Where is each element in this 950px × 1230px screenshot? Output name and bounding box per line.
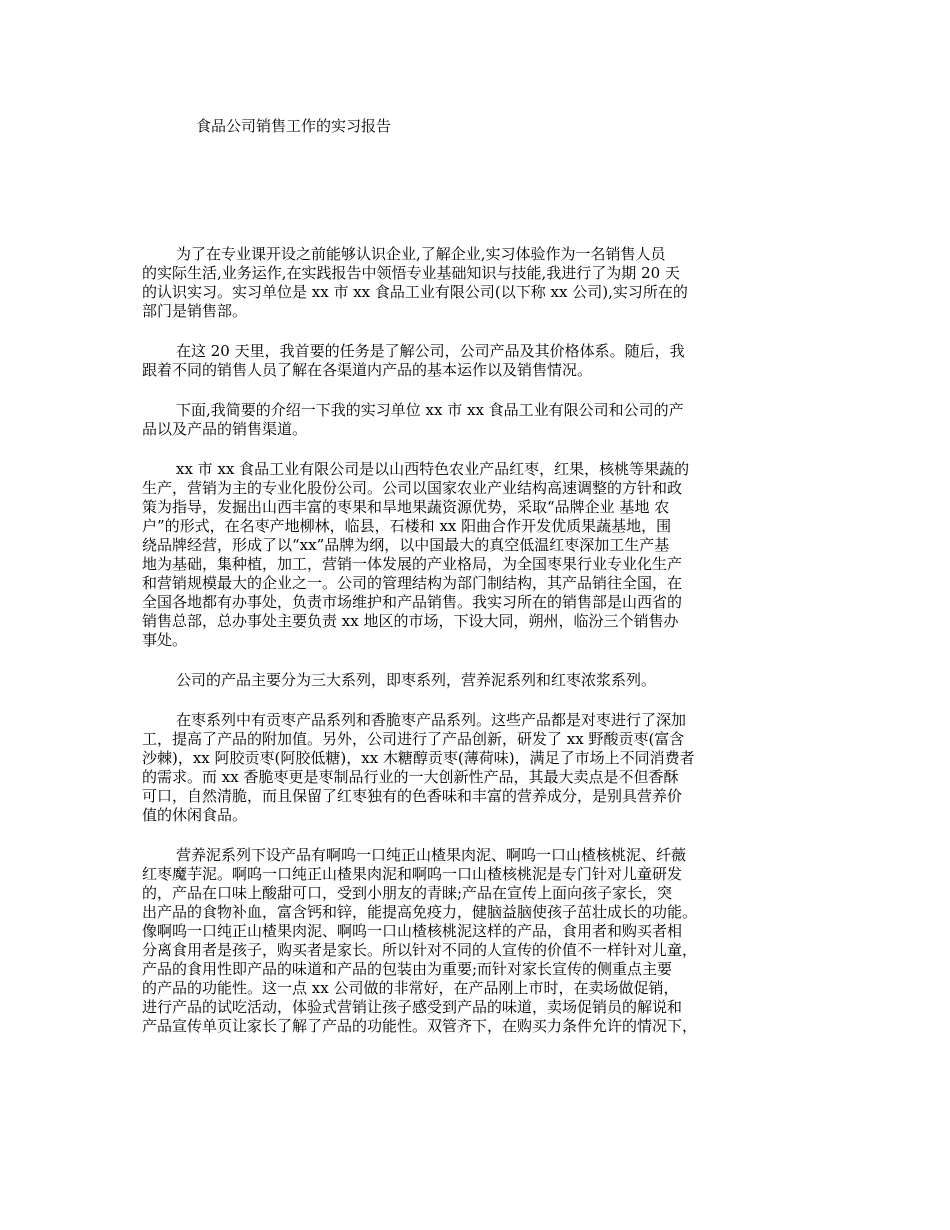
paragraph-line: xx 市 xx 食品工业有限公司是以山西特色农业产品红枣，红果，核桃等果蔬的 [176, 460, 690, 478]
paragraph-line: 产品的食用性即产品的味道和产品的包装由为重要;而针对家长宣传的侧重点主要 [142, 960, 673, 978]
document-body [142, 245, 842, 1057]
paragraph-line: 绕品牌经营，形成了以“xx”品牌为纲，以中国最大的真空低温红枣深加工生产基 [142, 536, 670, 554]
paragraph-line: 在枣系列中有贡枣产品系列和香脆枣产品系列。这些产品都是对枣进行了深加 [176, 711, 687, 729]
paragraph [142, 342, 842, 380]
paragraph-line: 全国各地都有办事处，负责市场维护和产品销售。我实习所在的销售部是山西省的 [142, 593, 683, 611]
paragraph-line: 沙棘)，xx 阿胶贡枣(阿胶低糖)，xx 木糖醇贡枣(薄荷味)，满足了市场上不同消费者 [142, 749, 695, 767]
paragraph-line: 红枣魔芋泥。啊呜一口纯正山楂果肉泥和啊呜一口山楂核桃泥是专门针对儿童研发 [142, 865, 683, 883]
paragraph-line: 分离食用者是孩子，购买者是家长。所以针对不同的人宣传的价值不一样针对儿童， [142, 941, 698, 959]
paragraph [142, 711, 842, 825]
paragraph-line: 的，产品在口味上酸甜可口，受到小朋友的青睐;产品在宣传上面向孩子家长，突 [142, 884, 673, 902]
paragraph-line: 的产品的功能性。这一点 xx 公司做的非常好，在产品刚上市时，在卖场做促销， [142, 979, 679, 997]
paragraph-line: 在这 20 天里，我首要的任务是了解公司，公司产品及其价格体系。随后，我 [176, 342, 685, 360]
paragraph [142, 245, 842, 321]
paragraph-line: 值的休闲食品。 [142, 806, 248, 824]
document-title: 食品公司销售工作的实习报告 [196, 117, 392, 135]
paragraph-line: 营养泥系列下设产品有啊呜一口纯正山楂果肉泥、啊呜一口山楂核桃泥、纤薇 [176, 846, 687, 864]
paragraph-line: 的需求。而 xx 香脆枣更是枣制品行业的一大创新性产品，其最大卖点是不但香酥 [142, 768, 679, 786]
paragraph [142, 401, 842, 439]
paragraph-line: 户”的形式，在名枣产地柳林，临县，石楼和 xx 阳曲合作开发优质果蔬基地，围 [142, 517, 672, 535]
paragraph [142, 671, 842, 690]
paragraph-line: 事处。 [142, 631, 188, 649]
paragraph-line: 可口，自然清脆，而且保留了红枣独有的色香味和丰富的营养成分，是别具营养价 [142, 787, 683, 805]
paragraph-line: 产品宣传单页让家长了解了产品的功能性。双管齐下，在购买力条件允许的情况下， [142, 1017, 698, 1035]
paragraph-line: 销售总部，总办事处主要负责 xx 地区的市场，下设大同，朔州，临汾三个销售办 [142, 612, 679, 630]
paragraph-line: 策为指导，发掘出山西丰富的枣果和旱地果蔬资源优势，采取“品牌企业 基地 农 [142, 498, 670, 516]
paragraph-line: 为了在专业课开设之前能够认识企业,了解企业,实习体验作为一名销售人员 [176, 245, 666, 263]
paragraph-line: 和营销规模最大的企业之一。公司的管理结构为部门制结构，其产品销往全国，在 [142, 574, 683, 592]
paragraph-line: 跟着不同的销售人员了解在各渠道内产品的基本运作以及销售情况。 [142, 361, 593, 379]
paragraph-line: 工，提高了产品的附加值。另外，公司进行了产品创新，研发了 xx 野酸贡枣(富含 [142, 730, 685, 748]
paragraph-line: 的实际生活,业务运作,在实践报告中领悟专业基础知识与技能,我进行了为期 20 天 [142, 264, 680, 282]
paragraph-line: 公司的产品主要分为三大系列，即枣系列，营养泥系列和红枣浓浆系列。 [176, 671, 657, 689]
paragraph [142, 460, 842, 650]
paragraph-line: 进行产品的试吃活动，体验式营销让孩子感受到产品的味道，卖场促销员的解说和 [142, 998, 683, 1016]
paragraph [142, 846, 842, 1036]
paragraph-line: 品以及产品的销售渠道。 [142, 420, 308, 438]
paragraph-line: 出产品的食物补血，富含钙和锌，能提高免疫力，健脑益脑使孩子茁壮成长的功能。 [142, 903, 698, 921]
paragraph-line: 像啊呜一口纯正山楂果肉泥、啊呜一口山楂核桃泥这样的产品，食用者和购买者相 [142, 922, 683, 940]
paragraph-line: 部门是销售部。 [142, 302, 248, 320]
paragraph-line: 的认识实习。实习单位是 xx 市 xx 食品工业有限公司(以下称 xx 公司),实习所在的 [142, 283, 688, 301]
paragraph-line: 生产，营销为主的专业化股份公司。公司以国家农业产业结构高速调整的方针和政 [142, 479, 683, 497]
paragraph-line: 下面,我简要的介绍一下我的实习单位 xx 市 xx 食品工业有限公司和公司的产 [176, 401, 684, 419]
paragraph-line: 地为基础，集种植，加工，营销一体发展的产业格局，为全国枣果行业专业化生产 [142, 555, 683, 573]
